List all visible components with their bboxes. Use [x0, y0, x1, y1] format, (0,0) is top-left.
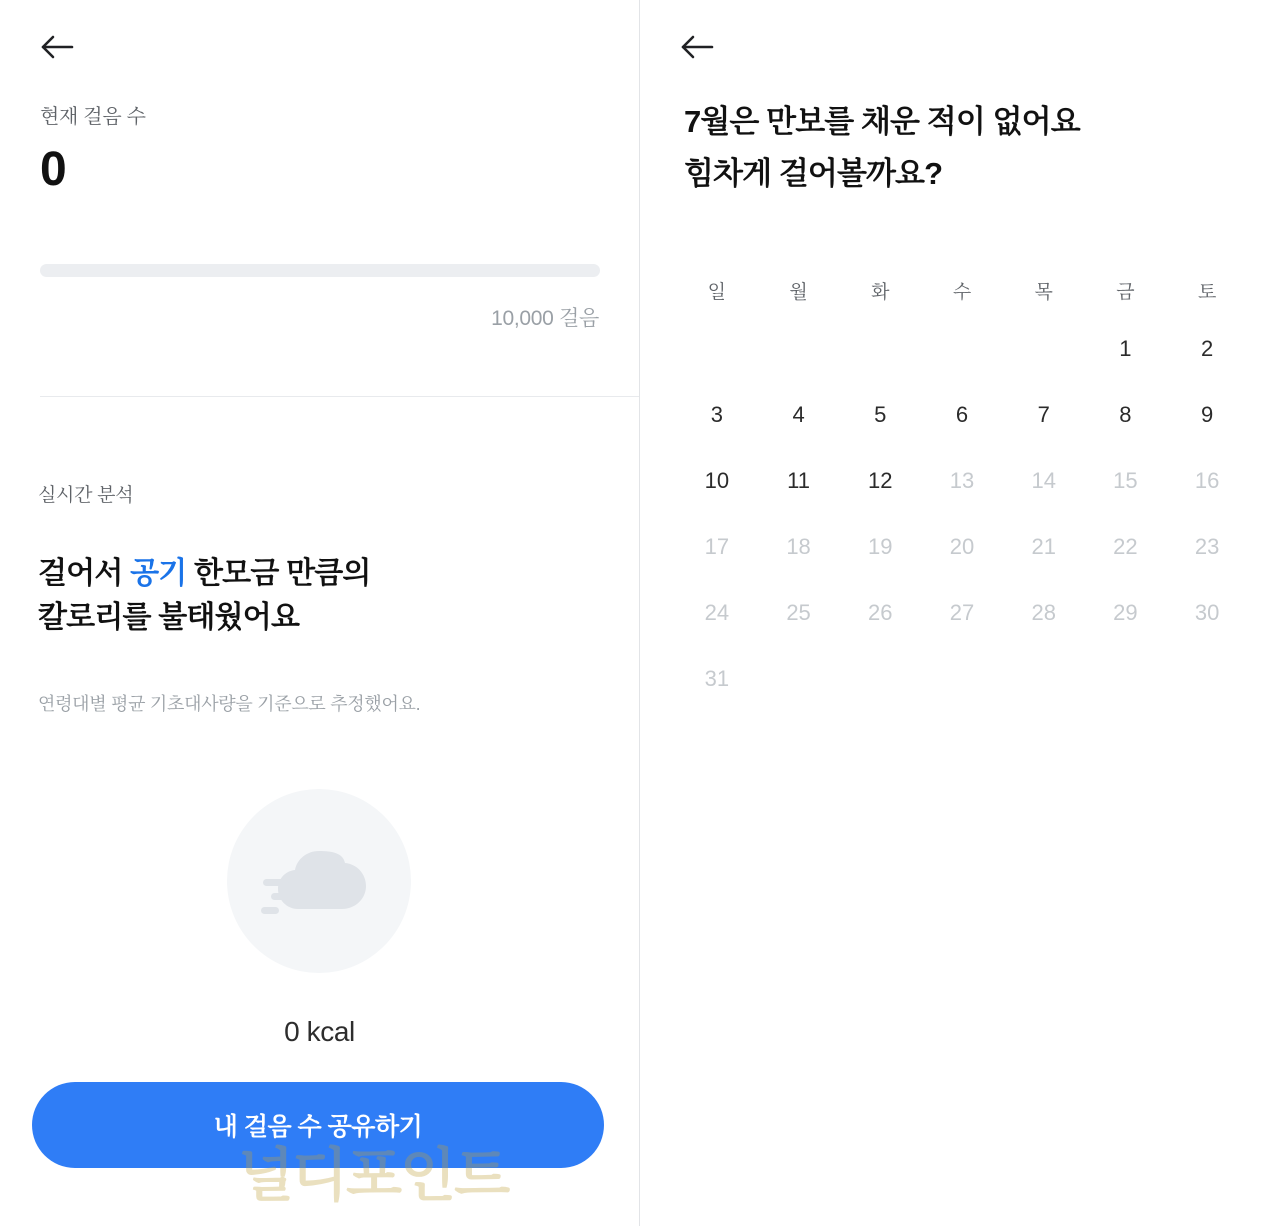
calendar-day-cell: 29: [1113, 600, 1138, 625]
calendar-day-cell[interactable]: 1: [1119, 336, 1132, 361]
illustration-circle: [227, 789, 411, 973]
calendar-weekday-4: 목: [1034, 281, 1053, 303]
calendar-day-cell[interactable]: 2: [1201, 336, 1214, 361]
calendar-day-cell[interactable]: 11: [787, 468, 810, 493]
calendar-cell-empty: [758, 646, 840, 712]
calendar-cell-empty: [839, 316, 921, 382]
calendar-day-cell: 21: [1031, 534, 1056, 559]
calendar-day-cell: 13: [949, 468, 975, 493]
back-button-right[interactable]: [670, 20, 724, 74]
calendar-day-cell[interactable]: 6: [955, 402, 969, 427]
calendar-cell-empty: [1003, 316, 1085, 382]
calendar-day-cell: 25: [786, 600, 811, 625]
arrow-left-icon: [40, 34, 74, 60]
calendar-cell-empty: [758, 316, 840, 382]
calendar-day-cell[interactable]: 12: [868, 468, 893, 493]
calendar-cell-empty: [676, 316, 758, 382]
calendar-weekday-0: 일: [707, 281, 727, 303]
calendar-day-cell: 24: [704, 600, 730, 625]
calendar-weekday-2: 화: [871, 281, 890, 303]
calendar-cell-empty: [921, 646, 1003, 712]
calendar-weekday-5: 금: [1116, 281, 1135, 303]
current-steps-label: 현재 걸음 수: [40, 106, 146, 128]
calendar-weekday-1: 월: [789, 281, 808, 303]
monthly-calendar-screen: [640, 0, 1280, 1226]
divider: [40, 396, 640, 397]
calendar-day-cell: 14: [1031, 468, 1056, 493]
back-button-left[interactable]: [30, 20, 84, 74]
calendar-cell-empty: [1085, 646, 1167, 712]
calendar-day-cell: 31: [704, 666, 730, 691]
calendar-weekday-3: 수: [952, 281, 972, 303]
calendar-day-cell[interactable]: 9: [1201, 402, 1214, 427]
calendar-weekday-6: 토: [1197, 281, 1217, 303]
calendar-day-cell: 20: [949, 534, 975, 559]
analysis-subnote: 연령대별 평균 기초대사량을 기준으로 추정했어요.: [38, 694, 421, 714]
calendar-day-cell[interactable]: 8: [1119, 402, 1132, 427]
watermark-left: 널디포인트: [238, 1143, 509, 1208]
steps-progress-bar: [40, 264, 600, 277]
calendar-day-cell[interactable]: 5: [874, 402, 887, 427]
calendar-grid: [676, 264, 1248, 712]
calendar-day-cell: 15: [1113, 468, 1138, 493]
headline-line-2: 칼로리를 불태웠어요: [38, 601, 300, 634]
calendar-headline-line-2: 힘차게 걸어볼까요?: [684, 156, 943, 191]
calendar-day-cell[interactable]: 7: [1037, 402, 1050, 427]
calendar-day-cell[interactable]: 10: [704, 468, 730, 493]
calendar-cell-empty: [921, 316, 1003, 382]
share-steps-button-left[interactable]: 내 걸음 수 공유하기: [32, 1082, 604, 1168]
calories-value: 0 kcal: [284, 1016, 355, 1047]
analysis-headline: [38, 552, 608, 640]
calendar-headline-line-1: 7월은 만보를 채운 적이 없어요: [684, 104, 1080, 139]
arrow-left-icon: [680, 34, 714, 60]
calendar-day-cell: 17: [704, 534, 730, 559]
calendar-day-cell: 22: [1113, 534, 1138, 559]
calendar-day-cell[interactable]: 4: [792, 402, 805, 427]
realtime-analysis-label: 실시간 분석: [38, 485, 134, 506]
calendar-day-cell: 30: [1194, 600, 1220, 625]
calendar-cell-empty: [839, 646, 921, 712]
calendar-day-cell: 27: [949, 600, 975, 625]
calendar-day-cell: 28: [1031, 600, 1056, 625]
calendar-headline: [684, 96, 1244, 200]
calendar-day-cell: 19: [868, 534, 893, 559]
calendar-day-cell: 16: [1194, 468, 1220, 493]
headline-accent: 공기: [130, 557, 187, 590]
cloud-puff-icon: [261, 841, 379, 928]
headline-part-1: 걸어서: [38, 557, 131, 590]
calendar-day-cell: 18: [786, 534, 811, 559]
calendar-day-cell: 23: [1194, 534, 1220, 559]
calendar-cell-empty: [1166, 646, 1248, 712]
calendar-day-cell[interactable]: 3: [710, 402, 723, 427]
steps-goal-label: 10,000 걸음: [491, 307, 599, 330]
calendar-day-cell: 26: [868, 600, 893, 625]
calendar-cell-empty: [1003, 646, 1085, 712]
headline-part-2: 한모금 만큼의: [186, 557, 371, 590]
current-steps-value: 0: [40, 143, 66, 196]
